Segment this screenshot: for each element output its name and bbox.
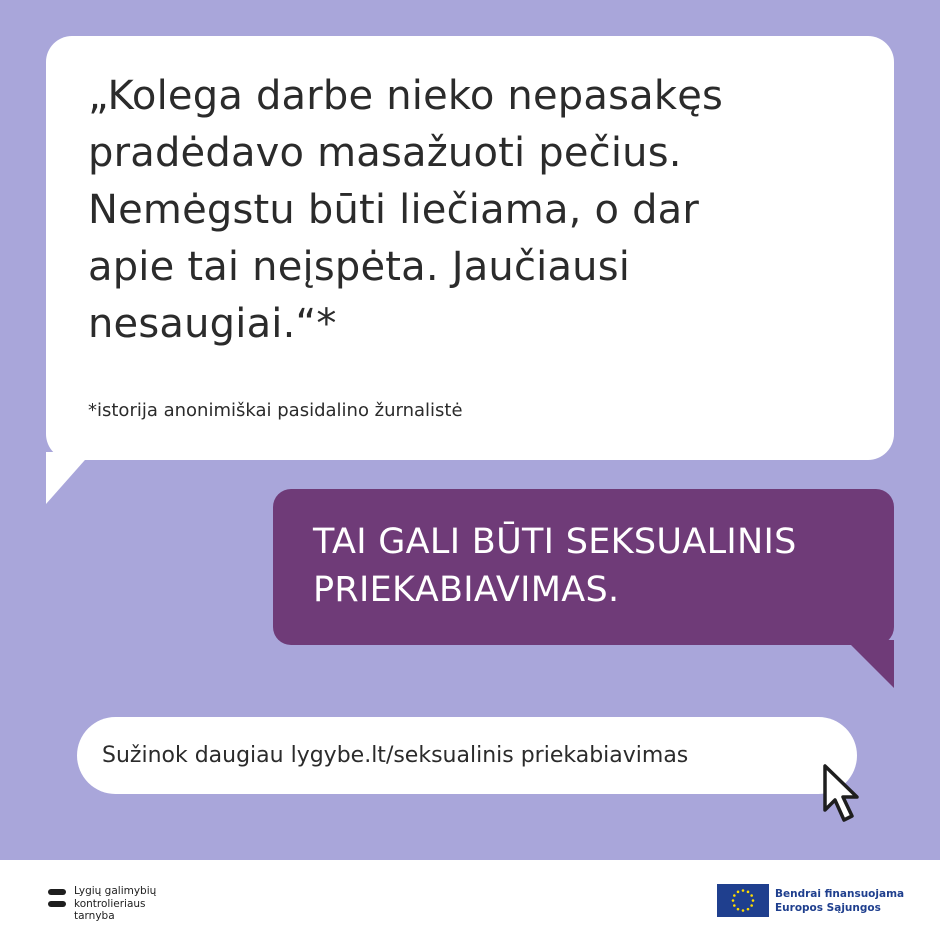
callout-bubble-tail — [846, 640, 894, 688]
quote-footnote: *istorija anonimiškai pasidalino žurnalistė — [88, 400, 463, 421]
eu-star — [747, 891, 750, 894]
eu-star — [733, 904, 736, 907]
quote-line: nesaugiai.“* — [88, 301, 337, 347]
learn-more-link-pill[interactable] — [77, 717, 857, 794]
eu-star — [732, 899, 735, 902]
org-logo — [48, 885, 184, 923]
eu-star — [742, 889, 745, 892]
quote-text — [88, 68, 848, 353]
org-name-line-1: Lygių galimybių — [74, 885, 157, 897]
equal-sign-logo-icon — [48, 889, 66, 913]
eu-flag-icon — [717, 884, 769, 917]
eu-star — [750, 894, 753, 897]
eu-funding-line-2: Europos Sąjungos — [775, 901, 881, 914]
mouse-pointer-icon — [820, 762, 868, 828]
quote-bubble-tail — [46, 452, 92, 504]
callout-line-1: TAI GALI BŪTI SEKSUALINIS — [313, 522, 797, 562]
quote-line: pradėdavo masažuoti pečius. — [88, 130, 682, 176]
quote-line: „Kolega darbe nieko nepasakęs — [88, 73, 724, 119]
eu-star — [733, 894, 736, 897]
org-name-line-2: kontrolieriaus — [74, 897, 146, 910]
eu-star — [750, 904, 753, 907]
eu-funding-line-1: Bendrai finansuojama — [775, 887, 905, 900]
callout-text — [313, 518, 883, 614]
eu-star — [752, 899, 755, 902]
org-name — [74, 885, 184, 923]
eu-star — [747, 908, 750, 911]
eu-funding-badge — [717, 884, 904, 917]
eu-star — [737, 891, 740, 894]
eu-star — [737, 908, 740, 911]
quote-line: Nemėgstu būti liečiama, o dar — [88, 187, 700, 233]
learn-more-link-text[interactable]: Sužinok daugiau lygybe.lt/seksualinis priekabiavimas — [102, 743, 689, 768]
callout-line-2: PRIEKABIAVIMAS. — [313, 570, 620, 610]
quote-line: apie tai neįspėta. Jaučiausi — [88, 244, 631, 290]
eu-star — [742, 909, 745, 912]
org-name-line-3: tarnyba — [74, 910, 115, 922]
eu-funding-text — [775, 887, 904, 915]
